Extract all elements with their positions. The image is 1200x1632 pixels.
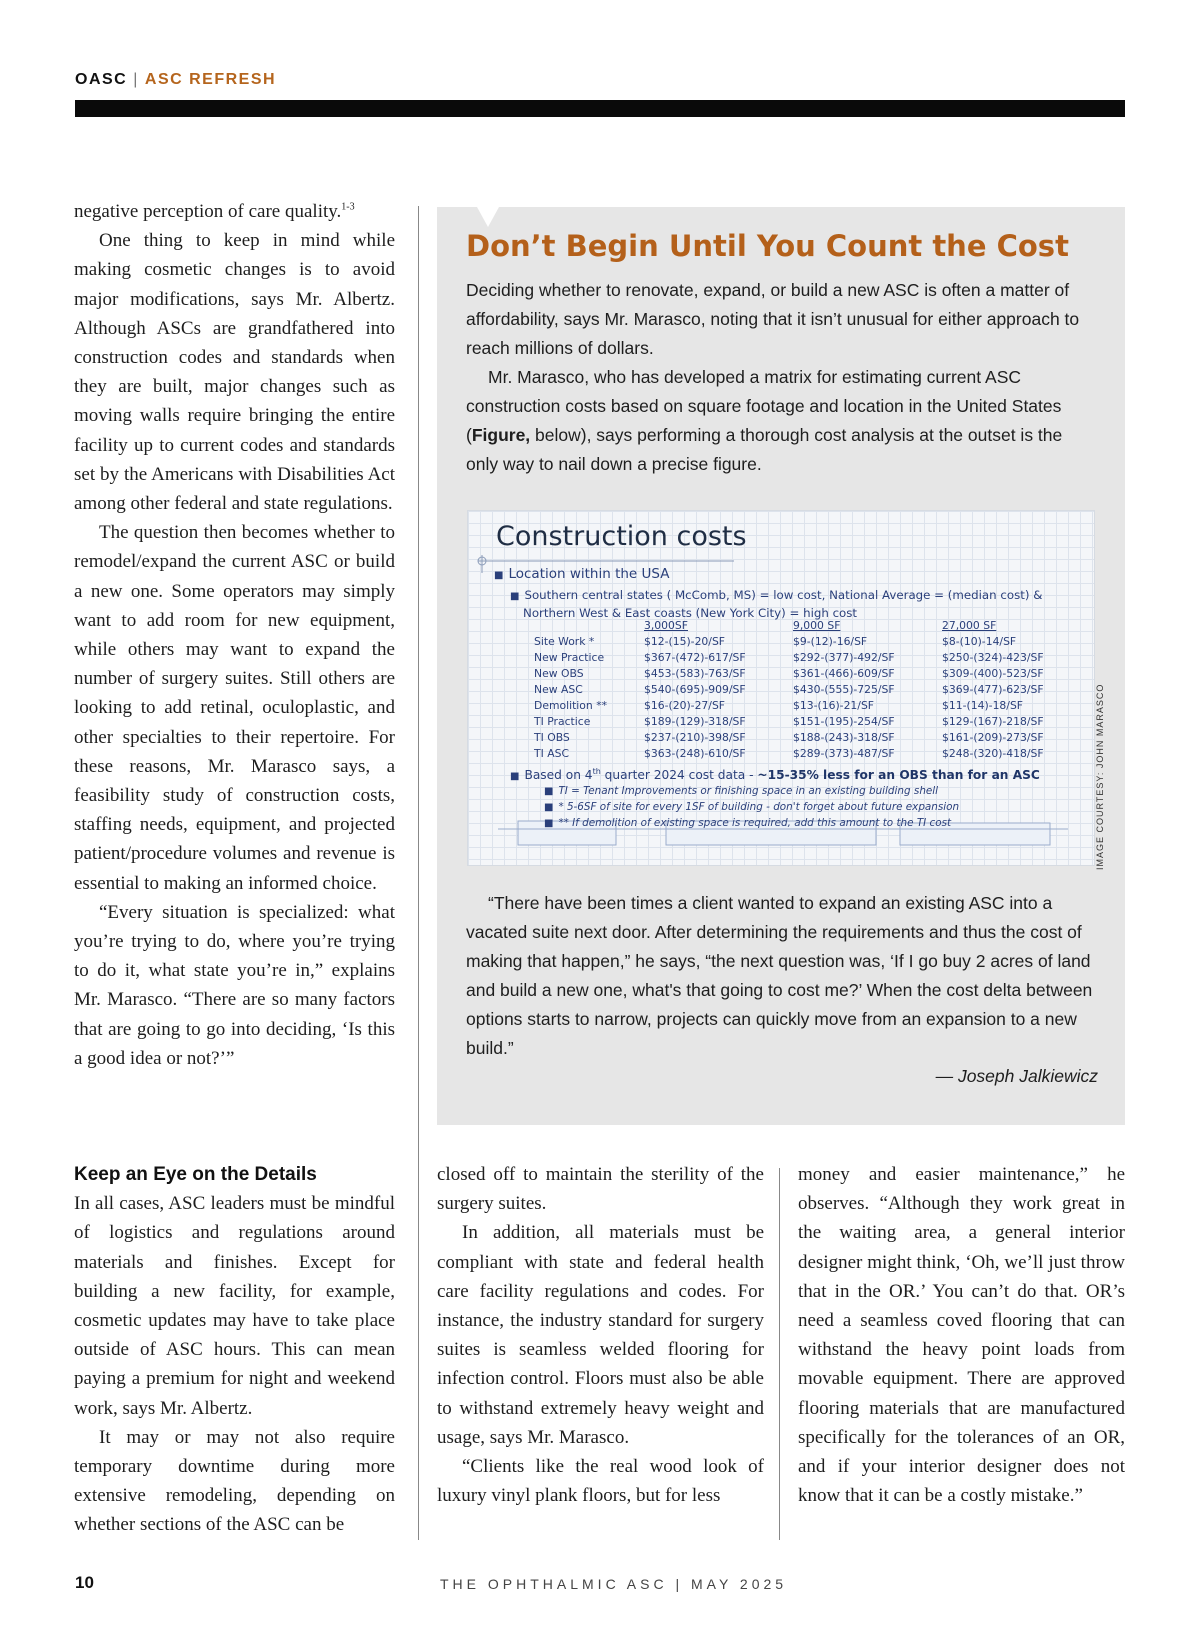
figure-title: Construction costs xyxy=(496,521,747,552)
paragraph: closed off to maintain the sterility of the surgery suites. xyxy=(437,1164,764,1215)
column-1-top xyxy=(74,197,395,1073)
bullet-icon: ■ xyxy=(510,771,520,783)
figure-subnote: ■ ** If demolition of existing space is required, add this amount to the TI cost xyxy=(544,817,952,829)
bullet-icon: ■ xyxy=(494,570,504,581)
column-3-bottom xyxy=(798,1160,1125,1510)
column-header: 9,000 SF xyxy=(793,619,841,632)
header-separator: | xyxy=(133,71,139,88)
section-name: OASC xyxy=(75,71,128,88)
paragraph: “Clients like the real wood look of luxury vinyl plank floors, but for less xyxy=(437,1456,764,1507)
bullet-icon: ■ xyxy=(544,802,554,813)
figure-subnote: ■ * 5-6SF of site for every 1SF of building - don't forget about future expansion xyxy=(544,801,960,813)
citation: 1-3 xyxy=(341,201,355,213)
column-divider xyxy=(418,206,419,1540)
publication-footer: THE OPHTHALMIC ASC | MAY 2025 xyxy=(440,1576,788,1592)
sidebar-quote xyxy=(466,889,1098,1063)
bullet-icon: ■ xyxy=(510,591,520,602)
column-header: 3,000SF xyxy=(644,619,688,632)
paragraph: money and easier maintenance,” he observes. “Although they work great in the waiting area, a general interior designer might think, ‘Oh, we’ll just throw that in the OR.’ You can’t do that. OR’s need a seamless coved flooring that can withstand the heavy point loads from movable equipment. There are approved flooring materials that are manufactured specifically for the tolerances of an OR, and if your interior designer does not know that it can be a costly mistake.” xyxy=(798,1164,1125,1507)
paragraph: negative perception of care quality.$^{1-3}$ xyxy=(74,201,355,222)
paragraph: In all cases, ASC leaders must be mindful of logistics and regulations around materials and finishes. Except for building a new facility, for example, cosmetic updates may have to take place outside of ASC hours. This can mean paying a premium for night and weekend work, says Mr. Albertz. xyxy=(74,1193,395,1419)
paragraph: One thing to keep in mind while making cosmetic changes is to avoid major modifications, says Mr. Albertz. Although ASCs are grandfathered into construction codes and standards when they are built, major changes such as moving walls require bringing the entire facility up to current codes and standards set by the Americans with Disabilities Act among other federal and state regulations. xyxy=(74,230,395,515)
paragraph: Deciding whether to renovate, expand, or build a new ASC is often a matter of affordability, says Mr. Marasco, noting that it isn’t unusual for either approach to reach millions of dollars. xyxy=(466,280,1080,358)
figure-bullet: ■ Southern central states ( McComb, MS) = low cost, National Average = (median cost) & Northern West & East coasts (New York City) = high cost xyxy=(510,588,1043,620)
paragraph: “Every situation is specialized: what you’re trying to do, where you’re trying to do it, what state you’re in,” explains Mr. Marasco. “There are so many factors that are going to go into deciding, ‘Is this a good idea or not?’” xyxy=(74,901,395,1069)
column-header: 27,000 SF xyxy=(942,619,997,632)
figure-note: ■ Based on 4th quarter 2024 cost data - ~15-35% less for an OBS than for an ASC xyxy=(510,767,1040,783)
image-credit: IMAGE COURTESY: JOHN MARASCO xyxy=(1095,683,1105,870)
subsection-name: ASC REFRESH xyxy=(144,71,277,88)
paragraph: The question then becomes whether to remodel/expand the current ASC or build a new one. Some operators may simply want to add room for new equipment, while others may want to expand the number of surgery suites. Still others are looking to add retinal, oculoplastic, and other specialties to their repertoire. For these reasons, Mr. Marasco says, a feasibility study of construction costs, staffing needs, equipment, and projected patient/procedure volumes and revenue is essential to making an informed choice. xyxy=(74,522,395,894)
figure-subnote: ■ TI = Tenant Improvements or finishing space in an existing building shell xyxy=(544,785,939,797)
sidebar-intro xyxy=(466,276,1098,479)
column-2-bottom xyxy=(437,1160,764,1510)
paragraph: In addition, all materials must be compliant with state and federal health care facility regulations and codes. For instance, the industry standard for surgery suites is seamless welded flooring for infection control. Floors must also be able to withstand extremely heavy weight and usage, says Mr. Marasco. xyxy=(437,1222,764,1448)
sidebar-title: Don’t Begin Until You Count the Cost xyxy=(466,229,1069,263)
column-1-bottom xyxy=(74,1160,395,1540)
figure-reference: Figure, xyxy=(471,425,531,445)
paragraph: It may or may not also require temporary downtime during more extensive remodeling, depending on whether sections of the ASC can be xyxy=(74,1426,395,1536)
paragraph: “There have been times a client wanted to expand an existing ASC into a vacated suite next door. After determining the requirements and thus the cost of making that happen,” he says, “the next question was, ‘If I go buy 2 acres of land and build a new one, what's that going to cost me?’ When the cost delta between options starts to narrow, projects can quickly move from an expansion to a new build.” xyxy=(466,893,1093,1058)
sidebar-notch xyxy=(477,207,499,227)
quote-attribution: — Joseph Jalkiewicz xyxy=(935,1066,1098,1086)
bullet-icon: ■ xyxy=(544,786,554,797)
section-heading: Keep an Eye on the Details xyxy=(74,1164,317,1185)
running-header xyxy=(75,71,276,89)
header-rule xyxy=(75,100,1125,117)
paragraph: Mr. Marasco, who has developed a matrix for estimating current ASC construction costs based on square footage and location in the United States (Figure, below), says performing a thorough cost analysis at the outset is the only way to nail down a precise figure. xyxy=(466,367,1063,474)
page-number: 10 xyxy=(75,1573,94,1592)
construction-costs-figure: Construction costs ■ Location within the USA ■ Southern central states ( McComb, MS) = low cost, National Average = (median cost) & Northern West & East coasts (New York City) = high cost 3,000SF 9,000 SF 27,000 SF Site Work * $12-(15)-20/SF $9-(12)-16/SF $8-(10)-14/SF New Practice $367-(472)-617/SF $292-(377)-492/SF $250-(324)-423/SF New OBS $453-(583)-763/SF $361-(466)-609/SF $309-(400)-523/SF New ASC $540-(695)-909/SF $430-(555)-725/SF $369-(477)-623/SF Demolition ** $16-(20)-27/SF $13-(16)-21/SF $11-(14)-18/SF TI Practice $189-(129)-318/SF $151-(195)-254/SF $129-(167)-218/SF TI OBS $237-(210)-398/SF $188-(243)-318/SF $161-(209)-273/SF TI ASC $363-(248)-610/SF $289-(373)-487/SF $248-(320)-418/SF ■ Based on 4th quarter 2024 cost data - ~15-35% less for an OBS than for an ASC ■ TI = Tenant Improvements or finishing space in an existing building shell ■ * 5-6SF of site for every 1SF of building - don't forget about future expansion ■ ** If demolition of existing space is required, add this amount to the TI cost xyxy=(467,510,1095,866)
figure-bullet: ■ Location within the USA xyxy=(494,566,670,582)
column-divider xyxy=(779,1168,780,1540)
bullet-icon: ■ xyxy=(544,818,554,829)
